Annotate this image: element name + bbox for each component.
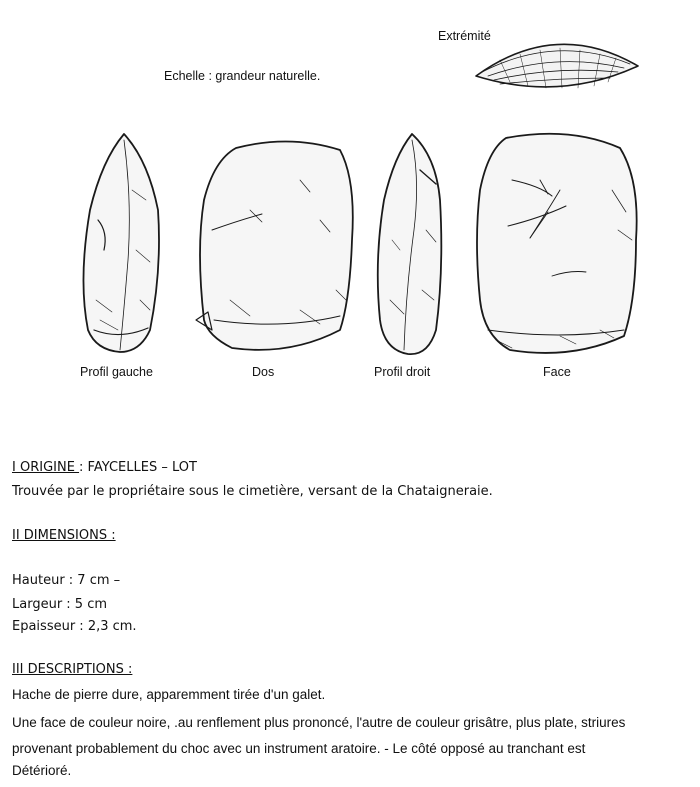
description-line-2: Une face de couleur noire, .au renflement plus prononcé, l'autre de couleur grisâtre, plus plate, striures bbox=[12, 715, 626, 730]
caption-profil-gauche: Profil gauche bbox=[80, 365, 153, 379]
end-view-caption: Extrémité bbox=[438, 29, 491, 43]
description-line-3: provenant probablement du choc avec un instrument aratoire. - Le côté opposé au tranchant est bbox=[12, 741, 586, 756]
dimensions-heading: II DIMENSIONS : bbox=[12, 528, 116, 543]
dimension-width: Largeur : 5 cm bbox=[12, 597, 108, 612]
end-view-drawing bbox=[476, 44, 638, 88]
caption-profil-droit: Profil droit bbox=[374, 365, 431, 379]
origin-line bbox=[12, 460, 197, 475]
dimension-thickness: Epaisseur : 2,3 cm. bbox=[12, 619, 137, 634]
dimension-height: Hauteur : 7 cm – bbox=[12, 573, 121, 588]
caption-face: Face bbox=[543, 365, 571, 379]
origin-value: : FAYCELLES – LOT bbox=[79, 460, 197, 475]
descriptions-heading: III DESCRIPTIONS : bbox=[12, 662, 133, 677]
description-line-4: Détérioré. bbox=[12, 763, 72, 778]
back-view-drawing bbox=[196, 141, 353, 349]
face-view-drawing bbox=[477, 134, 637, 353]
scale-caption: Echelle : grandeur naturelle. bbox=[164, 69, 321, 83]
origin-heading: I ORIGINE bbox=[12, 460, 80, 475]
right-profile-drawing bbox=[378, 134, 442, 354]
description-line-1: Hache de pierre dure, apparemment tirée d'un galet. bbox=[12, 687, 326, 702]
left-profile-drawing bbox=[83, 134, 159, 352]
caption-dos: Dos bbox=[252, 365, 275, 379]
origin-text: Trouvée par le propriétaire sous le cimetière, versant de la Chataigneraie. bbox=[12, 484, 493, 499]
